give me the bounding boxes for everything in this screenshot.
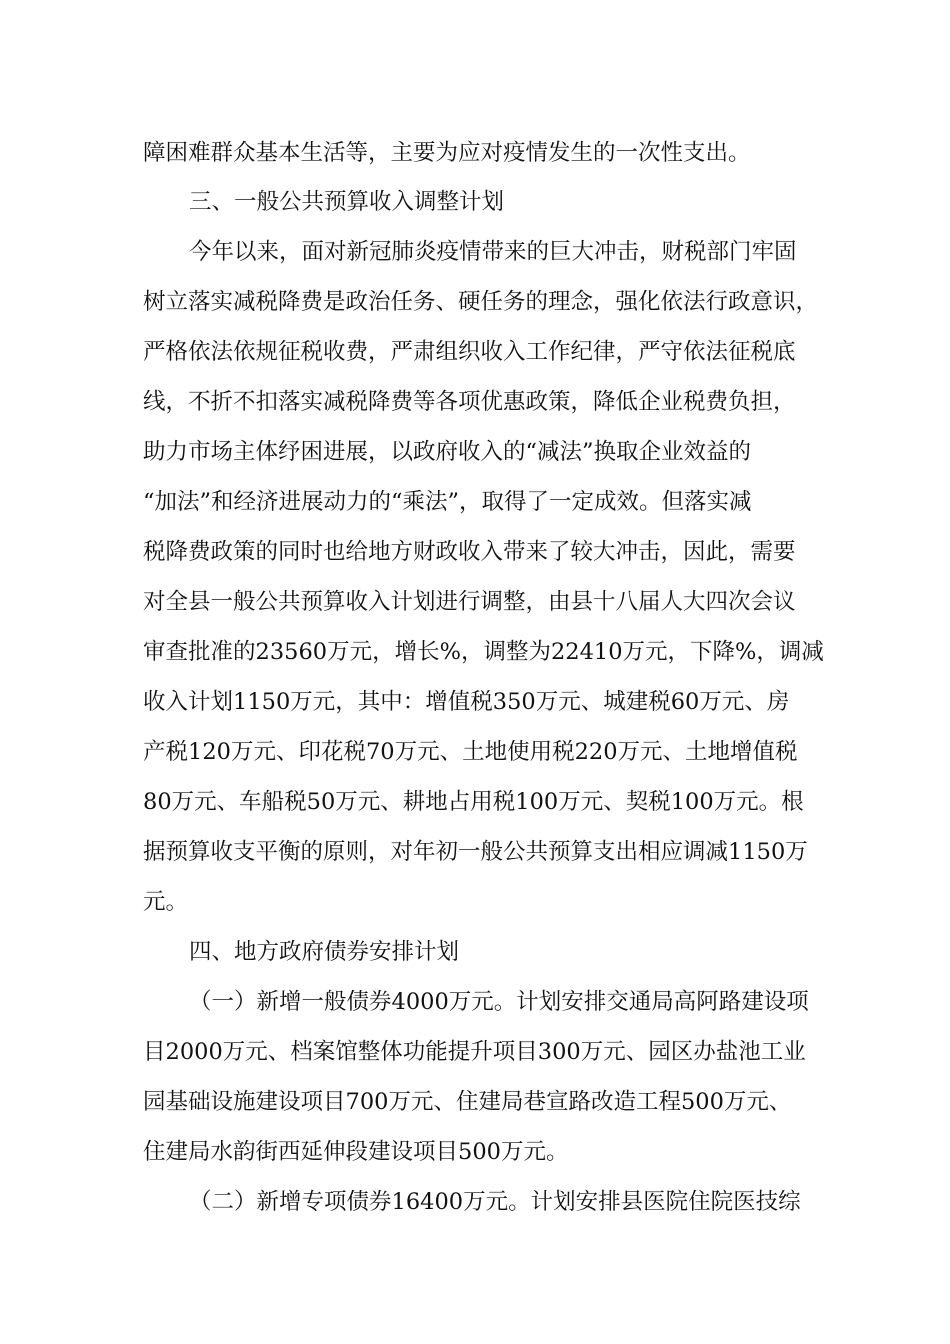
section-heading-4: 四、地方政府债券安排计划 [189,939,460,965]
text-line-12: 收入计划1150万元，其中：增值税350万元、城建税60万元、房 [143,689,790,715]
text-line-19: 目2000万元、档案馆整体功能提升项目300万元、园区办盐池工业 [143,1039,806,1065]
section-heading-3: 三、一般公共预算收入调整计划 [189,189,505,215]
text-line-13: 产税120万元、印花税70万元、土地使用税220万元、土地增值税 [143,739,798,765]
text-line-10: 对全县一般公共预算收入计划进行调整，由县十八届人大四次会议 [143,589,796,615]
text-line-15: 据预算收支平衡的原则，对年初一般公共预算支出相应调减1150万 [143,839,808,865]
text-line-9: 税降费政策的同时也给地方财政收入带来了较大冲击，因此，需要 [143,539,796,565]
text-line-11: 审查批准的23560万元，增长%，调整为22410万元，下降%，调减 [143,639,824,665]
text-line-1: 障困难群众基本生活等，主要为应对疫情发生的一次性支出。 [143,140,751,166]
text-line-5: 严格依法依规征税收费，严肃组织收入工作纪律，严守依法征税底 [143,339,796,365]
text-line-3: 今年以来，面对新冠肺炎疫情带来的巨大冲击，财税部门牢固 [189,239,797,265]
text-line-20: 园基础设施建设项目700万元、住建局巷宣路改造工程500万元、 [143,1089,792,1115]
text-line-16: 元。 [143,889,189,915]
text-line-7: 助力市场主体纾困进展，以政府收入的“减法”换取企业效益的 [143,439,752,465]
text-line-6: 线，不折不扣落实减税降费等各项优惠政策，降低企业税费负担， [143,389,796,415]
text-line-8: “加法”和经济进展动力的“乘法”，取得了一定成效。但落实减 [143,489,752,515]
text-line-21: 住建局水韵街西延伸段建设项目500万元。 [143,1139,569,1165]
text-line-4: 树立落实减税降费是政治任务、硬任务的理念，强化依法行政意识， [143,289,819,315]
text-line-14: 80万元、车船税50万元、耕地占用税100万元、契税100万元。根 [143,789,804,815]
text-line-18: （一）新增一般债券4000万元。计划安排交通局高阿路建设项 [189,989,809,1015]
text-line-22: （二）新增专项债券16400万元。计划安排县医院住院医技综 [189,1189,801,1215]
